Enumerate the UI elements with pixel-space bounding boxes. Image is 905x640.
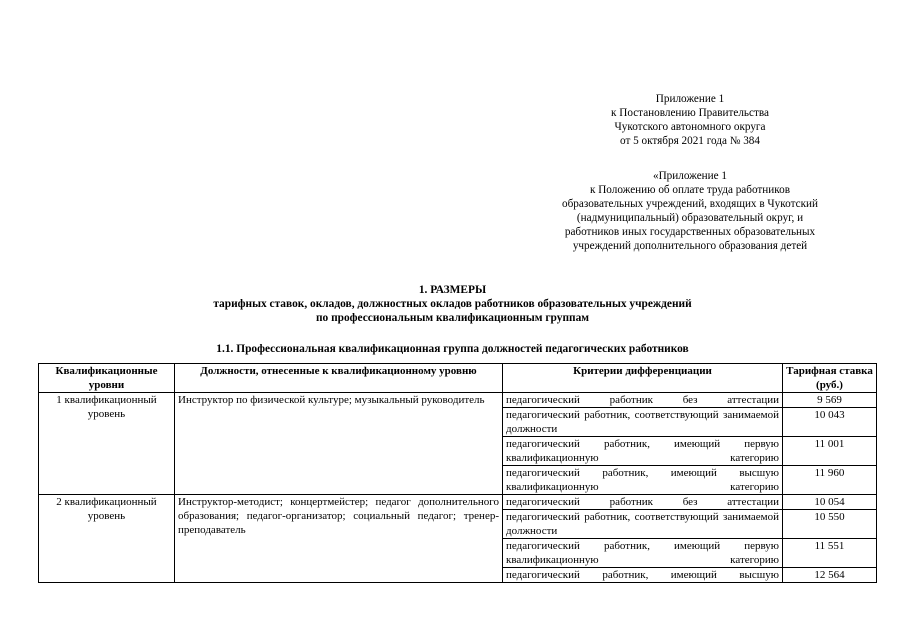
document-title-line: 1. РАЗМЕРЫ [418, 284, 487, 296]
annex-line: от 5 октября 2021 года № 384 [620, 135, 760, 147]
criterion-cell: педагогический работник, соответствующий занимаемой должности [503, 408, 783, 437]
level-cell: 2 квалификационный уровень [39, 495, 175, 583]
header-criteria: Критерии дифференциации [503, 364, 783, 393]
annex-regulation [520, 169, 860, 253]
header-level: Квалификационные уровни [39, 364, 175, 393]
annex-line: Чукотского автономного округа [614, 121, 766, 133]
criterion-cell: педагогический работник, соответствующий занимаемой должности [503, 510, 783, 539]
rate-cell: 10 043 [783, 408, 877, 437]
level-cell: 1 квалификационный уровень [39, 393, 175, 495]
positions-cell: Инструктор по физической культуре; музыкальный руководитель [175, 393, 503, 495]
annex-government-decree [520, 92, 860, 148]
tariff-table [38, 363, 877, 583]
criterion-cell: педагогический работник без аттестации [503, 495, 783, 510]
annex-line: работников иных государственных образовательных [564, 226, 816, 238]
annex-line: учреждений дополнительного образования детей [572, 240, 808, 252]
annex-line: образовательных учреждений, входящих в Чукотский [562, 198, 818, 210]
rate-cell: 10 054 [783, 495, 877, 510]
criterion-cell: педагогический работник, имеющий первую квалификационную категорию [503, 539, 783, 568]
rate-cell: 11 551 [783, 539, 877, 568]
document-title-line: тарифных ставок, окладов, должностных окладов работников образовательных учреждений [213, 298, 692, 310]
rate-cell: 11 001 [783, 437, 877, 466]
rate-cell: 11 960 [783, 466, 877, 495]
criterion-cell: педагогический работник, имеющий высшую квалификационную категорию [503, 466, 783, 495]
criterion-cell: педагогический работник, имеющий первую квалификационную категорию [503, 437, 783, 466]
rate-cell: 12 564 [783, 568, 877, 583]
criterion-cell: педагогический работник без аттестации [503, 393, 783, 408]
annex-line: «Приложение 1 [652, 170, 728, 182]
header-rate: Тарифная ставка (руб.) [783, 364, 877, 393]
annex-line: (надмуниципальный) образовательный округ, и [576, 212, 804, 224]
annex-line: к Постановлению Правительства [611, 107, 769, 119]
rate-cell: 9 569 [783, 393, 877, 408]
header-positions: Должности, отнесенные к квалификационному уровню [175, 364, 503, 393]
section-title: 1.1. Профессиональная квалификационная группа должностей педагогических работников [216, 343, 689, 355]
rate-cell: 10 550 [783, 510, 877, 539]
table-row [39, 393, 877, 408]
table-header-row [39, 364, 877, 393]
annex-line: к Положению об оплате труда работников [589, 184, 791, 196]
table-row [39, 495, 877, 510]
criterion-cell: педагогический работник, имеющий высшую [503, 568, 783, 583]
positions-cell: Инструктор-методист; концертмейстер; педагог дополнительного образования; педагог-организатор; социальный педагог; тренер-преподаватель [175, 495, 503, 583]
document-title [0, 283, 905, 325]
document-title-line: по профессиональным квалификационным группам [315, 312, 590, 324]
annex-line: Приложение 1 [655, 93, 725, 105]
